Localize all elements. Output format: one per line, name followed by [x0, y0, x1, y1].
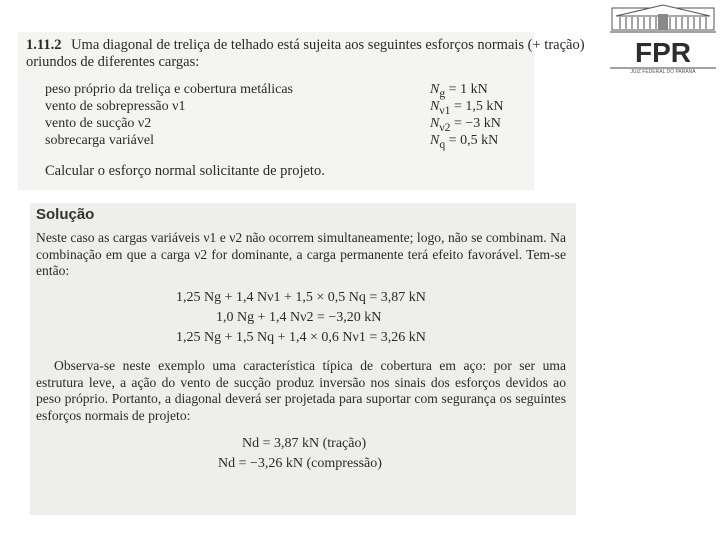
equation-3: 1,25 Ng + 1,5 Nq + 1,4 × 0,6 Nν1 = 3,26 kN [176, 330, 426, 345]
solution-paragraph-1: Neste caso as cargas variáveis ν1 e ν2 não ocorrem simultaneamente; logo, não se combinam. Na combinação em que a carga ν2 for dominante, a carga permanente terá efeito favorável. Tem-se então: [36, 230, 566, 278]
load-label-4: sobrecarga variável [45, 133, 154, 148]
load-label-3: vento de sucção ν2 [45, 116, 152, 131]
equation-1: 1,25 Ng + 1,4 Nν1 + 1,5 × 0,5 Nq = 3,87 kN [176, 290, 426, 305]
problem-statement [26, 37, 626, 71]
problem-text: Uma diagonal de treliça de telhado está sujeita aos seguintes esforços normais (+ tração) oriundos de diferentes cargas: [26, 37, 585, 70]
logo-text: FPR [635, 37, 691, 68]
problem-number: 1.11.2 [26, 37, 62, 53]
load-value-3: $N_{\nu 2} = -3$ kN [430, 116, 501, 134]
load-value-2: $N_{\nu 1} = 1,5$ kN [430, 99, 504, 117]
load-value-4: $N_q = 0,5$ kN [430, 133, 499, 151]
result-compression: Nd = −3,26 kN (compressão) [218, 456, 382, 471]
solution-title: Solução [36, 206, 95, 223]
load-label-2: vento de sobrepressão ν1 [45, 99, 186, 114]
equation-2: 1,0 Ng + 1,4 Nν2 = −3,20 kN [216, 310, 382, 325]
load-value-1: $N_g = 1$ kN [430, 82, 488, 100]
logo-subtext: JUIZ FEDERAL DO PARANÁ [630, 69, 696, 74]
result-tension: Nd = 3,87 kN (tração) [242, 436, 367, 451]
load-label-1: peso próprio da treliça e cobertura metálicas [45, 82, 293, 97]
problem-question: Calcular o esforço normal solicitante de projeto. [45, 163, 325, 179]
solution-paragraph-2: Observa-se neste exemplo uma característica típica de cobertura em aço: por ser uma estrutura leve, a ação do vento de sucção produz inversão nos sinais dos esforços devidos ao peso próprio. Portanto, a diagonal deverá ser projetada para suportar com segurança os seguintes esforços normais de projeto: [36, 358, 566, 423]
